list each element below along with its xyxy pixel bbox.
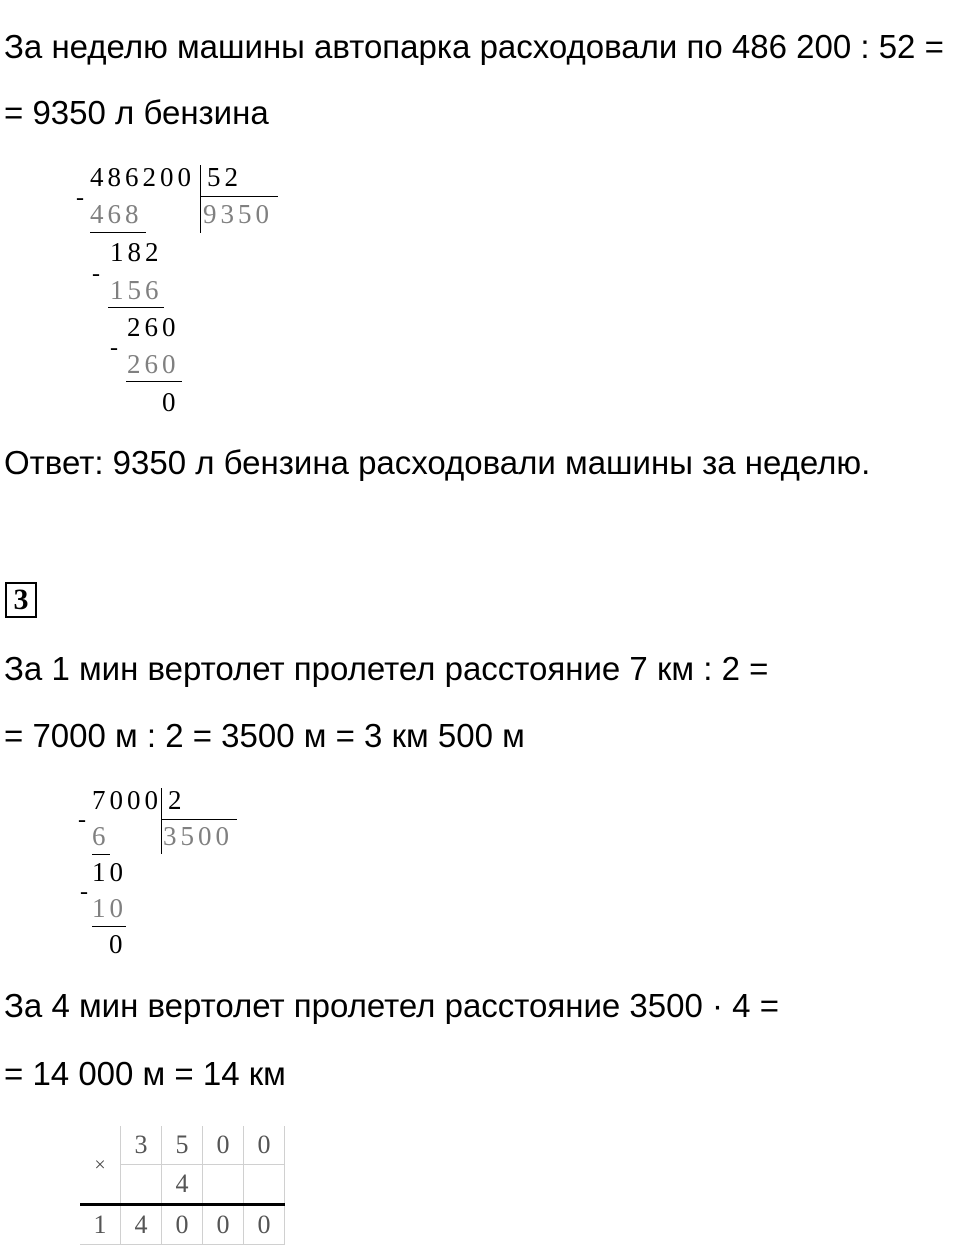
- quotient-line: [200, 196, 278, 197]
- subtrahend: 156: [110, 275, 163, 305]
- minus-sign: -: [78, 807, 86, 833]
- table-cell: 0: [203, 1126, 244, 1165]
- table-cell: 5: [162, 1126, 203, 1165]
- table-cell: 0: [244, 1205, 285, 1245]
- remainder: 0: [162, 387, 180, 417]
- table-row: [80, 1205, 285, 1245]
- step-line: [92, 854, 110, 855]
- multiplication-table: [80, 1126, 285, 1245]
- table-cell: 4: [121, 1205, 162, 1245]
- table-cell: 0: [162, 1205, 203, 1245]
- table-cell: [244, 1165, 285, 1205]
- task-number-box: 3: [5, 582, 37, 618]
- divisor: 2: [168, 785, 186, 815]
- step-line: [92, 926, 126, 927]
- subtrahend: 260: [127, 349, 180, 379]
- quotient-line: [161, 819, 237, 820]
- table-cell: 4: [162, 1165, 203, 1205]
- table-cell: [121, 1165, 162, 1205]
- dividend: 486200: [90, 162, 195, 192]
- divisor-vertical-line: [161, 788, 162, 854]
- subtrahend: 468: [90, 199, 143, 229]
- remainder: 260: [127, 312, 180, 342]
- quotient: 9350: [203, 199, 273, 229]
- table-cell: [203, 1165, 244, 1205]
- remainder: 10: [92, 857, 127, 887]
- divisor: 52: [207, 162, 242, 192]
- table-row: [80, 1126, 285, 1165]
- table-cell: 0: [203, 1205, 244, 1245]
- step-line: [126, 381, 182, 382]
- step-line: [108, 307, 164, 308]
- remainder: 0: [109, 929, 127, 959]
- table-cell: 1: [80, 1205, 121, 1245]
- divisor-vertical-line: [200, 165, 201, 233]
- step-line: [90, 232, 146, 233]
- table-cell: 3: [121, 1126, 162, 1165]
- subtrahend: 6: [92, 821, 110, 851]
- subtrahend: 10: [92, 893, 127, 923]
- answer-text: Ответ: 9350 л бензина расходовали машины за неделю.: [4, 444, 871, 481]
- minus-sign: -: [110, 335, 118, 361]
- problem-text-line: = 7000 м : 2 = 3500 м = 3 км 500 м: [4, 717, 525, 754]
- problem-text-line: = 9350 л бензина: [4, 94, 269, 131]
- table-cell: 0: [244, 1126, 285, 1165]
- multiply-sign: ×: [80, 1126, 121, 1205]
- problem-text-line: За неделю машины автопарка расходовали по 486 200 : 52 =: [4, 28, 944, 65]
- dividend: 7000: [92, 785, 162, 815]
- remainder: 182: [110, 237, 163, 267]
- minus-sign: -: [92, 261, 100, 287]
- minus-sign: -: [80, 879, 88, 905]
- problem-text-line: За 1 мин вертолет пролетел расстояние 7 км : 2 =: [4, 650, 769, 687]
- problem-text-line: За 4 мин вертолет пролетел расстояние 3500 · 4 =: [4, 987, 779, 1024]
- problem-text-line: = 14 000 м = 14 км: [4, 1055, 286, 1092]
- quotient: 3500: [163, 821, 233, 851]
- minus-sign: -: [76, 185, 84, 211]
